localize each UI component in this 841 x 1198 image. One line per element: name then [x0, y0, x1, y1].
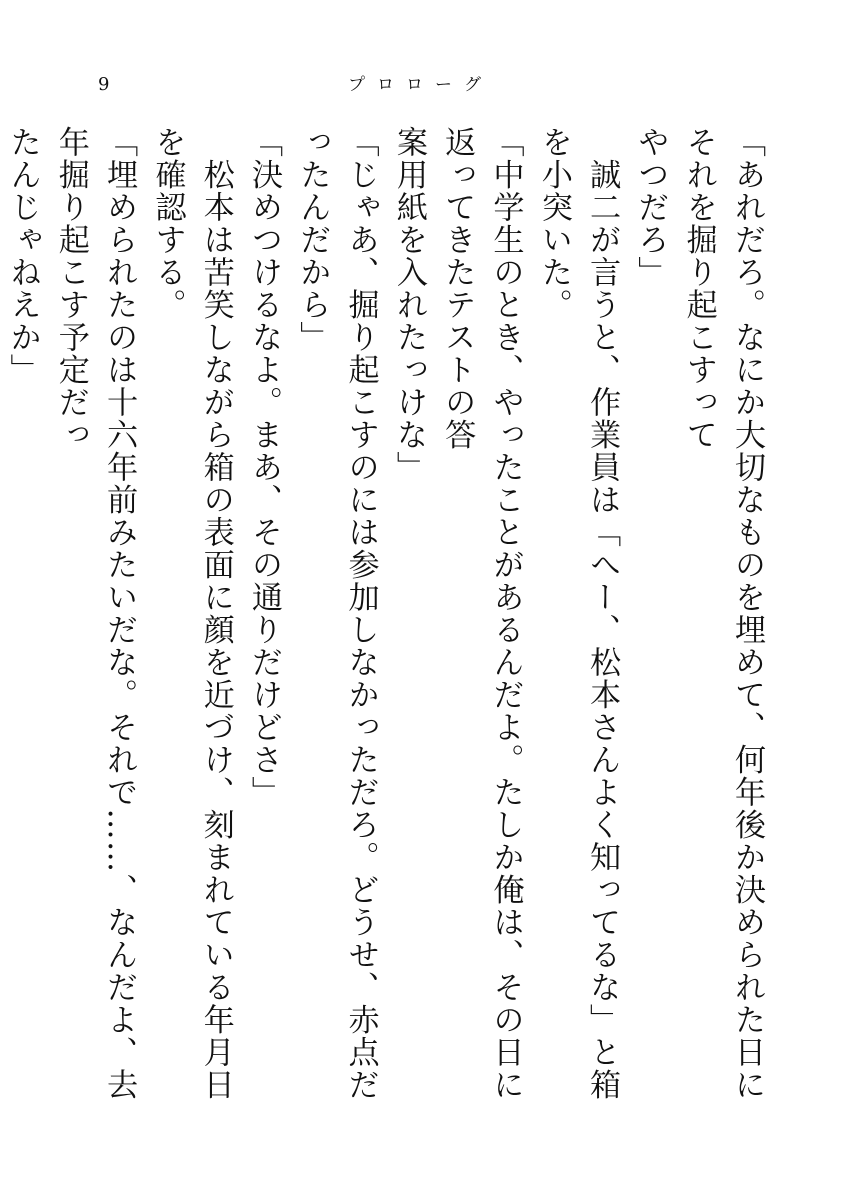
body-text	[4, 126, 771, 1126]
text-line: やつだろ」	[632, 126, 669, 289]
page-number: 9	[98, 74, 110, 95]
text-line: 案用紙を入れたっけな」	[390, 126, 427, 484]
text-line: 「埋められたのは十六年前みたいだな。それで……、なんだよ、去年掘り起こす予定だっ	[52, 126, 138, 1101]
text-line: たんじゃねえか」	[4, 126, 41, 386]
text-line: 「決めつけるなよ。まあ、その通りだけどさ」	[246, 126, 283, 809]
text-line: 誠二が言うと、作業員は「へー、松本さんよく知ってるな」と箱を小突いた。	[535, 126, 621, 1101]
text-line: 「あれだろ。なにか大切なものを埋めて、何年後か決められた日にそれを掘り起こすって	[680, 126, 765, 1101]
text-line: 「じゃあ、掘り起こすのには参加しなかっただろ。どうせ、赤点だったんだから」	[294, 126, 379, 1101]
text-line: 松本は苦笑しながら箱の表面に顔を近づけ、刻まれている年月日を確認する。	[149, 126, 234, 1101]
running-head: プロローグ	[348, 75, 493, 95]
text-line: 「中学生のとき、やったことがあるんだよ。たしか俺は、その日に返ってきたテストの答	[439, 126, 524, 1101]
